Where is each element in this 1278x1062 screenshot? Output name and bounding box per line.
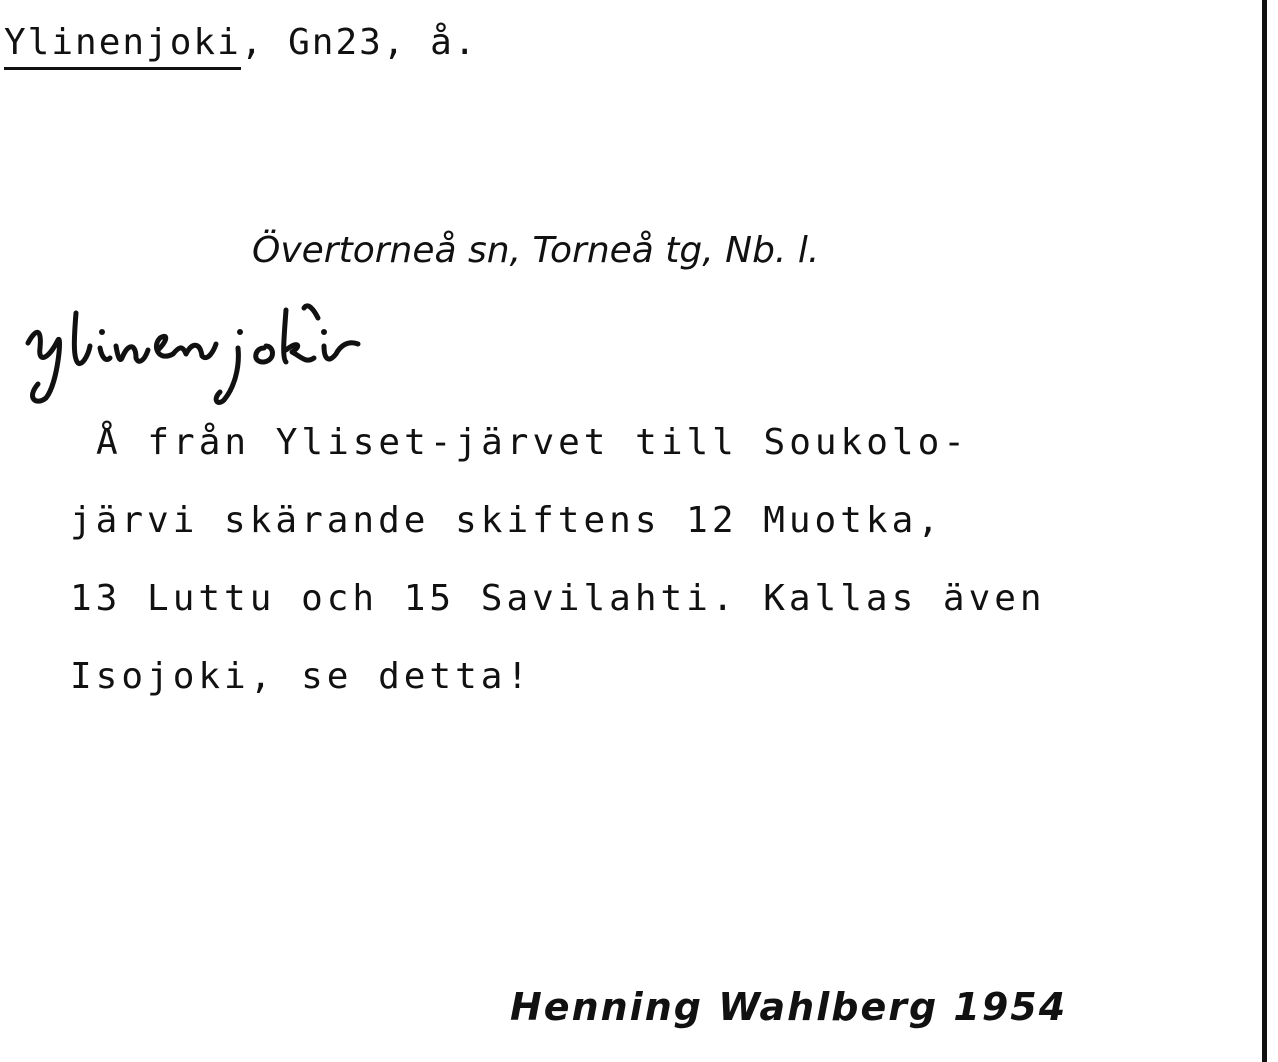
description-line: järvi skärande skiftens 12 Muotka,: [70, 500, 943, 541]
parish-line: Övertorneå sn, Torneå tg, Nb. l.: [252, 230, 820, 271]
card-edge-line: [1262, 0, 1267, 1062]
description-line: 13 Luttu och 15 Savilahti. Kallas även: [70, 578, 1046, 619]
handwritten-note: [18, 288, 518, 413]
header-rest: , Gn23, å.: [240, 22, 478, 63]
card-header: [4, 22, 478, 63]
description-line: Å från Yliset-järvet till Soukolo-: [96, 422, 969, 463]
description-line: Isojoki, se detta!: [70, 656, 533, 697]
signature: Henning Wahlberg 1954: [510, 985, 1068, 1029]
headword: Ylinenjoki: [4, 22, 241, 70]
handwritten-signature-icon: [18, 288, 518, 408]
description-text: [70, 404, 1046, 716]
